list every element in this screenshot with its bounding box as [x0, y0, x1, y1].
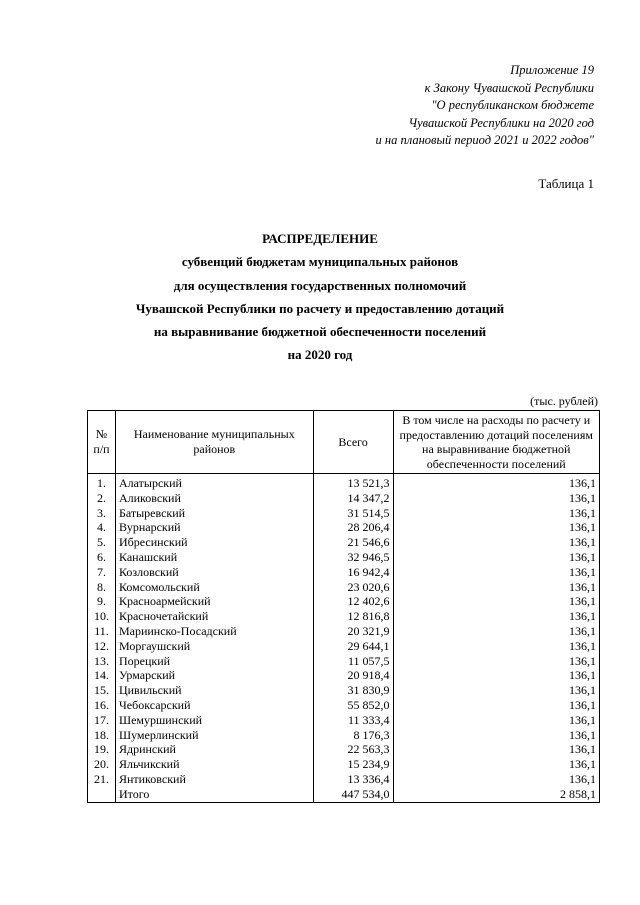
row-number: 1.: [88, 474, 116, 491]
district-name: Мариинско-Посадский: [115, 624, 313, 639]
district-name: Моргаушский: [115, 639, 313, 654]
title-line: Чувашской Республики по расчету и предоставлению дотаций: [135, 300, 505, 316]
table-row: [88, 728, 600, 743]
district-name: Батыревский: [115, 506, 313, 521]
row-number: 4.: [88, 520, 116, 535]
district-name: Яльчикский: [115, 757, 313, 772]
units-note: (тыс. рублей): [530, 394, 598, 408]
subvention-amount: 136,1: [393, 506, 600, 521]
total-amount: 8 176,3: [313, 728, 393, 743]
district-name: Канашский: [115, 550, 313, 565]
total-amount: 13 336,4: [313, 772, 393, 787]
table-row: [88, 698, 600, 713]
row-number: 8.: [88, 580, 116, 595]
subvention-amount: 136,1: [393, 728, 600, 743]
district-name: Красноармейский: [115, 594, 313, 609]
row-number: [88, 787, 116, 802]
row-number: 5.: [88, 535, 116, 550]
row-number: 2.: [88, 491, 116, 506]
district-name: Красночетайский: [115, 609, 313, 624]
subvention-amount: 136,1: [393, 550, 600, 565]
table-row: [88, 609, 600, 624]
subvention-amount: 136,1: [393, 594, 600, 609]
subvention-amount: 136,1: [393, 491, 600, 506]
table-row: [88, 668, 600, 683]
district-name: Алатырский: [115, 474, 313, 491]
row-number: 11.: [88, 624, 116, 639]
table-row: [88, 757, 600, 772]
subvention-amount: 136,1: [393, 698, 600, 713]
subvention-amount: 136,1: [393, 624, 600, 639]
table-row: [88, 713, 600, 728]
table-row: [88, 594, 600, 609]
district-name: Чебоксарский: [115, 698, 313, 713]
subvention-amount: 136,1: [393, 609, 600, 624]
total-amount: 23 020,6: [313, 580, 393, 595]
subvention-amount: 136,1: [393, 757, 600, 772]
title-line: для осуществления государственных полномочий: [173, 277, 467, 293]
total-amount: 13 521,3: [313, 474, 393, 491]
district-name: Ибресинский: [115, 535, 313, 550]
row-number: 16.: [88, 698, 116, 713]
district-name: Аликовский: [115, 491, 313, 506]
district-name: Шемуршинский: [115, 713, 313, 728]
subvention-amount: 136,1: [393, 772, 600, 787]
subvention-amount: 136,1: [393, 580, 600, 595]
total-amount: 12 816,8: [313, 609, 393, 624]
total-amount: 16 942,4: [313, 565, 393, 580]
appendix-line: Приложение 19: [510, 63, 594, 77]
district-name: Козловский: [115, 565, 313, 580]
total-row: [88, 787, 600, 802]
subvention-amount: 136,1: [393, 535, 600, 550]
row-number: 12.: [88, 639, 116, 654]
table-row: [88, 639, 600, 654]
subvention-amount: 136,1: [393, 742, 600, 757]
row-number: 13.: [88, 654, 116, 669]
subvention-amount: 136,1: [393, 654, 600, 669]
table-row: [88, 491, 600, 506]
row-number: 3.: [88, 506, 116, 521]
table-label: Таблица 1: [538, 176, 594, 191]
district-name: Шумерлинский: [115, 728, 313, 743]
title-line: РАСПРЕДЕЛЕНИЕ: [262, 231, 378, 246]
table-row: [88, 742, 600, 757]
table-row: [88, 535, 600, 550]
district-name: Урмарский: [115, 668, 313, 683]
row-number: 7.: [88, 565, 116, 580]
district-name: Итого: [115, 787, 313, 802]
table-row: [88, 565, 600, 580]
subvention-amount: 136,1: [393, 520, 600, 535]
header-subvention: В том числе на расходы по расчету и предоставлению дотаций поселениям на выравнивание бюджетной обеспеченности поселений: [393, 411, 600, 474]
appendix-line: и на плановый период 2021 и 2022 годов": [375, 133, 594, 147]
table-header-row: [88, 411, 600, 474]
table-row: [88, 683, 600, 698]
subvention-amount: 136,1: [393, 639, 600, 654]
table-row: [88, 474, 600, 491]
table-body: [88, 474, 600, 803]
total-amount: 31 514,5: [313, 506, 393, 521]
title-line: субвенций бюджетам муниципальных районов: [181, 254, 459, 270]
table-row: [88, 506, 600, 521]
total-amount: 20 321,9: [313, 624, 393, 639]
district-name: Порецкий: [115, 654, 313, 669]
district-name: Вурнарский: [115, 520, 313, 535]
row-number: 20.: [88, 757, 116, 772]
table-row: [88, 580, 600, 595]
subvention-amount: 136,1: [393, 713, 600, 728]
appendix-line: Чувашской Республики на 2020 год: [408, 115, 594, 130]
district-name: Цивильский: [115, 683, 313, 698]
document-title: [0, 227, 640, 367]
district-name: Ядринский: [115, 742, 313, 757]
total-amount: 31 830,9: [313, 683, 393, 698]
table-row: [88, 550, 600, 565]
distribution-table: [87, 410, 600, 803]
header-total: Всего: [313, 411, 393, 474]
row-number: 15.: [88, 683, 116, 698]
total-amount: 28 206,4: [313, 520, 393, 535]
total-amount: 32 946,5: [313, 550, 393, 565]
table-row: [88, 654, 600, 669]
total-amount: 20 918,4: [313, 668, 393, 683]
total-amount: 11 333,4: [313, 713, 393, 728]
total-amount: 22 563,3: [313, 742, 393, 757]
subvention-amount: 2 858,1: [393, 787, 600, 802]
total-amount: 21 546,6: [313, 535, 393, 550]
total-amount: 29 644,1: [313, 639, 393, 654]
appendix-line: "О республиканском бюджете: [431, 98, 594, 112]
row-number: 18.: [88, 728, 116, 743]
header-name: Наименование муниципальных районов: [115, 411, 313, 474]
header-num: № п/п: [88, 411, 116, 474]
row-number: 17.: [88, 713, 116, 728]
total-amount: 14 347,2: [313, 491, 393, 506]
total-amount: 11 057,5: [313, 654, 393, 669]
district-name: Комсомольский: [115, 580, 313, 595]
subvention-amount: 136,1: [393, 565, 600, 580]
title-line: на 2020 год: [287, 347, 353, 363]
row-number: 6.: [88, 550, 116, 565]
total-amount: 15 234,9: [313, 757, 393, 772]
title-line: на выравнивание бюджетной обеспеченности поселений: [153, 324, 487, 340]
row-number: 14.: [88, 668, 116, 683]
table-row: [88, 772, 600, 787]
subvention-amount: 136,1: [393, 683, 600, 698]
table-row: [88, 624, 600, 639]
row-number: 9.: [88, 594, 116, 609]
row-number: 21.: [88, 772, 116, 787]
total-amount: 447 534,0: [313, 787, 393, 802]
subvention-amount: 136,1: [393, 474, 600, 491]
row-number: 10.: [88, 609, 116, 624]
appendix-line: к Закону Чувашской Республики: [424, 80, 594, 95]
row-number: 19.: [88, 742, 116, 757]
district-name: Янтиковский: [115, 772, 313, 787]
total-amount: 12 402,6: [313, 594, 393, 609]
subvention-amount: 136,1: [393, 668, 600, 683]
table-row: [88, 520, 600, 535]
total-amount: 55 852,0: [313, 698, 393, 713]
appendix-reference: [294, 62, 594, 150]
